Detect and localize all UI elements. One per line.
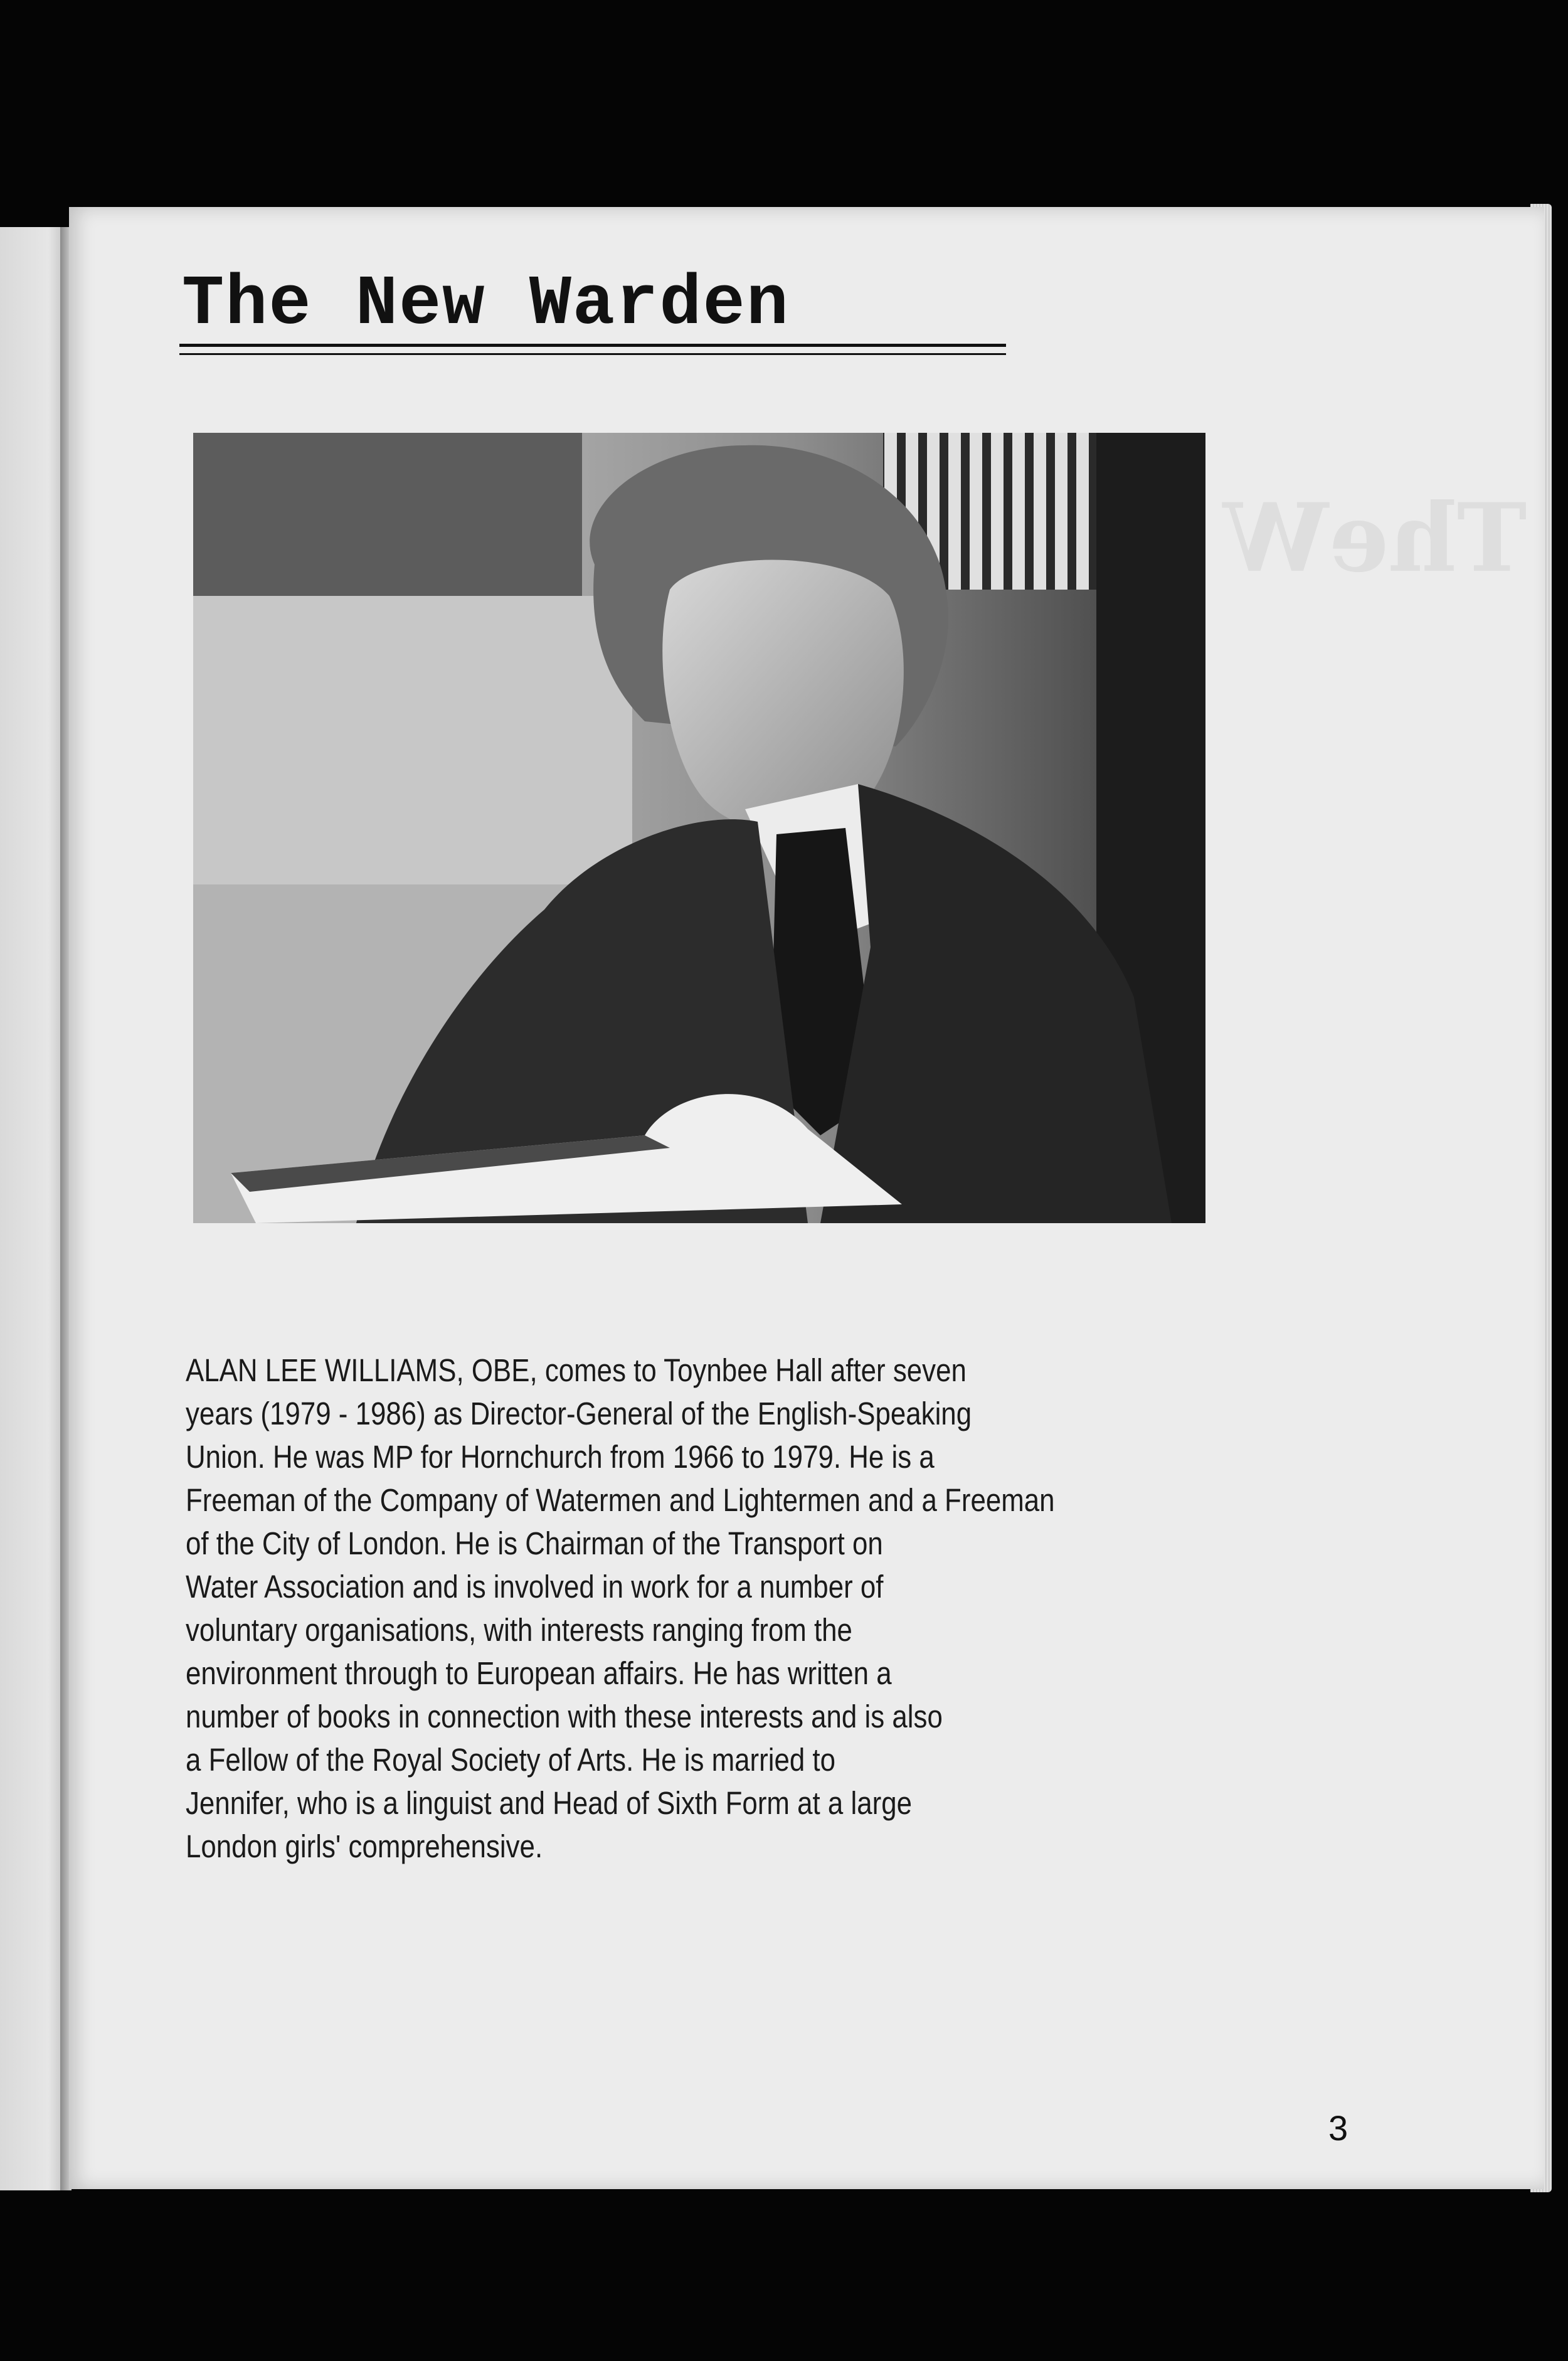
article-line: Union. He was MP for Hornchurch from 1966 to 1979. He is a (186, 1439, 935, 1475)
article-line: London girls' comprehensive. (186, 1828, 543, 1864)
article-line: environment through to European affairs. He has written a (186, 1655, 892, 1691)
article-line: Jennifer, who is a linguist and Head of Sixth Form at a large (186, 1785, 913, 1821)
article-line: years (1979 - 1986) as Director-General of the English-Speaking (186, 1396, 972, 1431)
page-number: 3 (1328, 2108, 1348, 2148)
title-double-rule (179, 344, 1006, 355)
article-line: Water Association and is involved in work for a number of (186, 1569, 884, 1605)
left-page-edge (0, 227, 69, 2190)
portrait-illustration (193, 433, 1205, 1223)
page-title: The New Warden (182, 265, 790, 344)
article-line: ALAN LEE WILLIAMS, OBE, comes to Toynbee Hall after seven (186, 1352, 967, 1388)
booklet-page (69, 207, 1544, 2189)
show-through-ghost: TheW (1223, 483, 1527, 593)
article-line: of the City of London. He is Chairman of the Transport on (186, 1525, 883, 1561)
article-line: Freeman of the Company of Watermen and Lightermen and a Freeman (186, 1482, 1055, 1518)
article-line: voluntary organisations, with interests ranging from the (186, 1612, 852, 1648)
portrait-photo (193, 433, 1205, 1223)
article-line: a Fellow of the Royal Society of Arts. He is married to (186, 1742, 836, 1778)
article-body (186, 1349, 1157, 1868)
article-line: number of books in connection with these interests and is also (186, 1699, 943, 1734)
